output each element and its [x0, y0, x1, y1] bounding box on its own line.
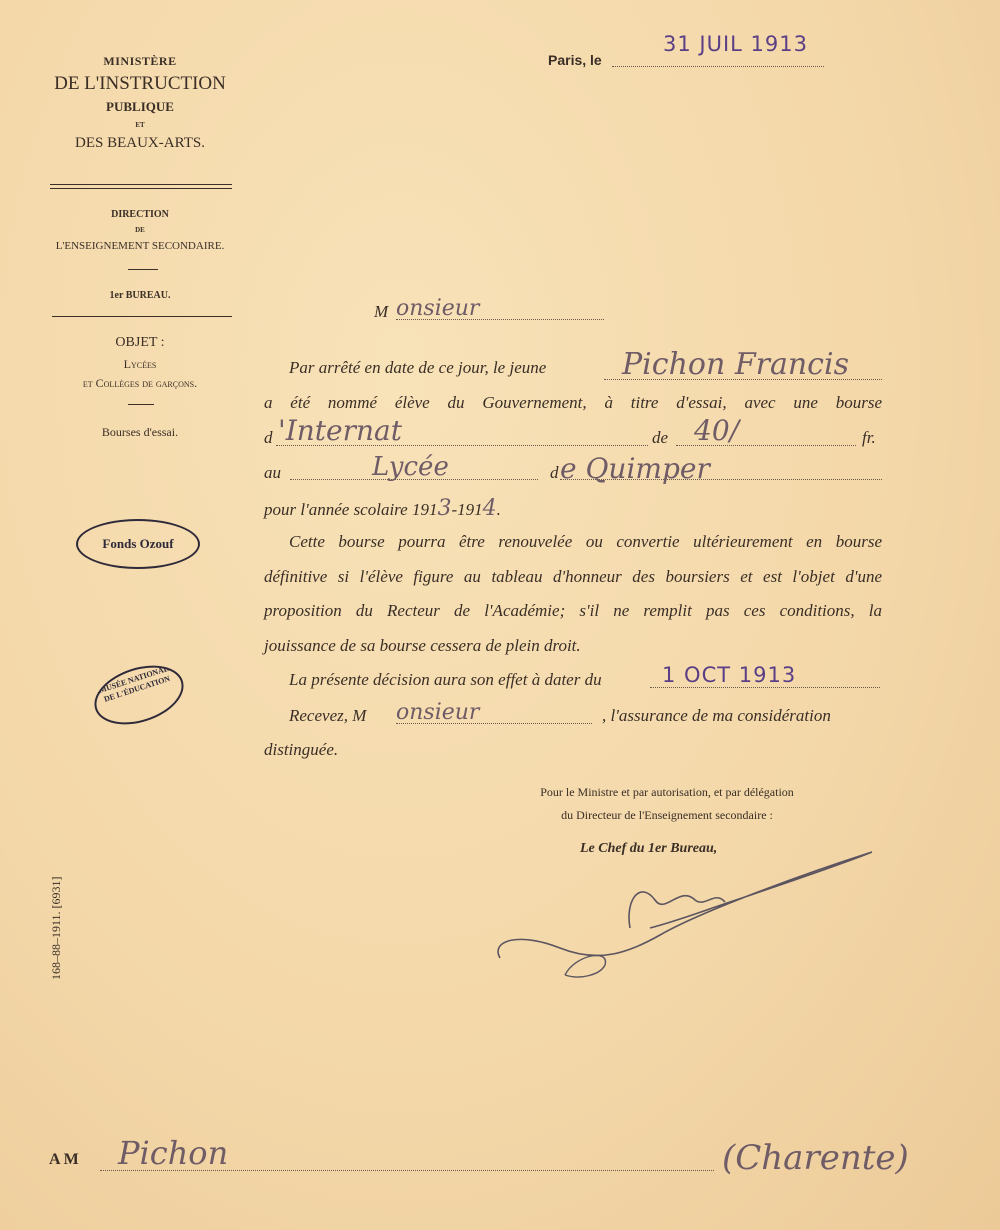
- effect-date-stamp: 1 OCT 1913: [662, 663, 797, 687]
- bourse-type: 'Internat: [278, 414, 402, 447]
- date-label: Paris, le: [548, 52, 602, 68]
- bourses-label: Bourses d'essai.: [101, 425, 179, 439]
- signature-line1: Pour le Ministre et par autorisation, et par délégation: [540, 785, 794, 799]
- p4-dotted-line: [396, 723, 592, 724]
- direction-line3: L'ENSEIGNEMENT SECONDAIRE.: [55, 240, 225, 252]
- year-dash: -191: [451, 500, 483, 519]
- direction-line1: DIRECTION: [111, 209, 169, 220]
- body-p1b: a été nommé élève du Gouvernement, à titre d'essai, avec une bourse: [264, 393, 882, 412]
- signature-line2: du Directeur de l'Enseignement secondaire :: [561, 808, 773, 822]
- salutation-prefix: M: [374, 302, 389, 321]
- signature-drawing: [480, 840, 900, 990]
- year-label: pour l'année scolaire 191: [264, 500, 438, 519]
- school-type: Lycée: [372, 452, 449, 482]
- au-label: au: [264, 463, 281, 482]
- student-name: Pichon Francis: [622, 347, 849, 382]
- divider: [50, 184, 232, 185]
- objet-line2: et Collèges de garçons.: [82, 376, 198, 390]
- bureau-label: 1er BUREAU.: [109, 290, 171, 301]
- year-end: .: [496, 500, 501, 519]
- direction-header: [40, 209, 240, 252]
- date-dotted-line: [612, 66, 824, 67]
- ministry-line2: DE L'INSTRUCTION: [54, 73, 226, 94]
- musee-stamp-text: MUSÉE NATIONAL DE L'ÉDUCATION: [97, 663, 172, 705]
- city: e Quimper: [560, 452, 710, 485]
- divider: [50, 188, 232, 189]
- divider: [128, 269, 158, 270]
- address-dotted-line: [100, 1170, 714, 1171]
- divider: [52, 316, 232, 317]
- fonds-ozouf-text: Fonds Ozouf: [102, 536, 174, 551]
- ministry-line1: MINISTÈRE: [103, 54, 177, 68]
- ministry-line5: DES BEAUX-ARTS.: [75, 135, 205, 151]
- address-prefix: A M: [49, 1151, 79, 1168]
- body-p4a: Recevez, M: [289, 706, 367, 725]
- d-label: d: [550, 463, 559, 482]
- date-stamp: 31 JUIL 1913: [663, 32, 808, 56]
- fr-label: fr.: [862, 428, 876, 447]
- name-dotted-line: [604, 379, 882, 380]
- amount-dotted-line: [676, 445, 856, 446]
- salutation-dotted-line: [396, 319, 604, 320]
- ministry-header: [40, 54, 240, 152]
- body-p1a: Par arrêté en date de ce jour, le jeune: [289, 358, 547, 377]
- signature-line3: Le Chef du 1er Bureau,: [580, 841, 718, 856]
- fonds-ozouf-stamp: [76, 519, 200, 569]
- city-dotted-line: [560, 479, 882, 480]
- body-p4b: , l'assurance de ma considération: [602, 706, 831, 725]
- body-p2-l3: proposition du Recteur de l'Académie; s'il ne remplit pas ces conditions, la: [264, 601, 882, 620]
- objet-line1: Lycées: [123, 357, 157, 371]
- body-p4c: distinguée.: [264, 740, 339, 759]
- school-dotted-line: [290, 479, 538, 480]
- divider: [128, 404, 154, 405]
- salutation-handwritten: onsieur: [396, 296, 480, 321]
- year-b: 4: [482, 496, 497, 521]
- ministry-line3: PUBLIQUE: [106, 99, 174, 114]
- body-p4-hand: onsieur: [396, 700, 480, 725]
- body-p2-l1: Cette bourse pourra être renouvelée ou convertie ultérieurement en bourse: [289, 532, 882, 551]
- bourse-dotted-line: [276, 445, 648, 446]
- body-p2-l2: définitive si l'élève figure au tableau d'honneur des boursiers et est l'objet d'une: [264, 567, 882, 586]
- d-prefix: d: [264, 428, 273, 447]
- effect-dotted-line: [650, 687, 880, 688]
- year-a: 3: [437, 496, 452, 521]
- amount: 40/: [694, 414, 740, 447]
- objet-title: OBJET :: [115, 335, 165, 350]
- address-name: Pichon: [118, 1134, 229, 1172]
- direction-line2: DE: [135, 226, 145, 234]
- musee-stamp: [87, 655, 191, 735]
- body-p3: La présente décision aura son effet à dater du: [289, 670, 602, 689]
- ministry-line4: ET: [135, 121, 145, 129]
- print-reference: 168–88–1911. [6931]: [49, 876, 63, 980]
- address-dept: (Charente): [722, 1138, 909, 1178]
- objet-block: [40, 335, 240, 391]
- de-label: de: [652, 428, 669, 447]
- year-line: [264, 496, 501, 521]
- body-p2-l4: jouissance de sa bourse cessera de plein droit.: [264, 636, 581, 655]
